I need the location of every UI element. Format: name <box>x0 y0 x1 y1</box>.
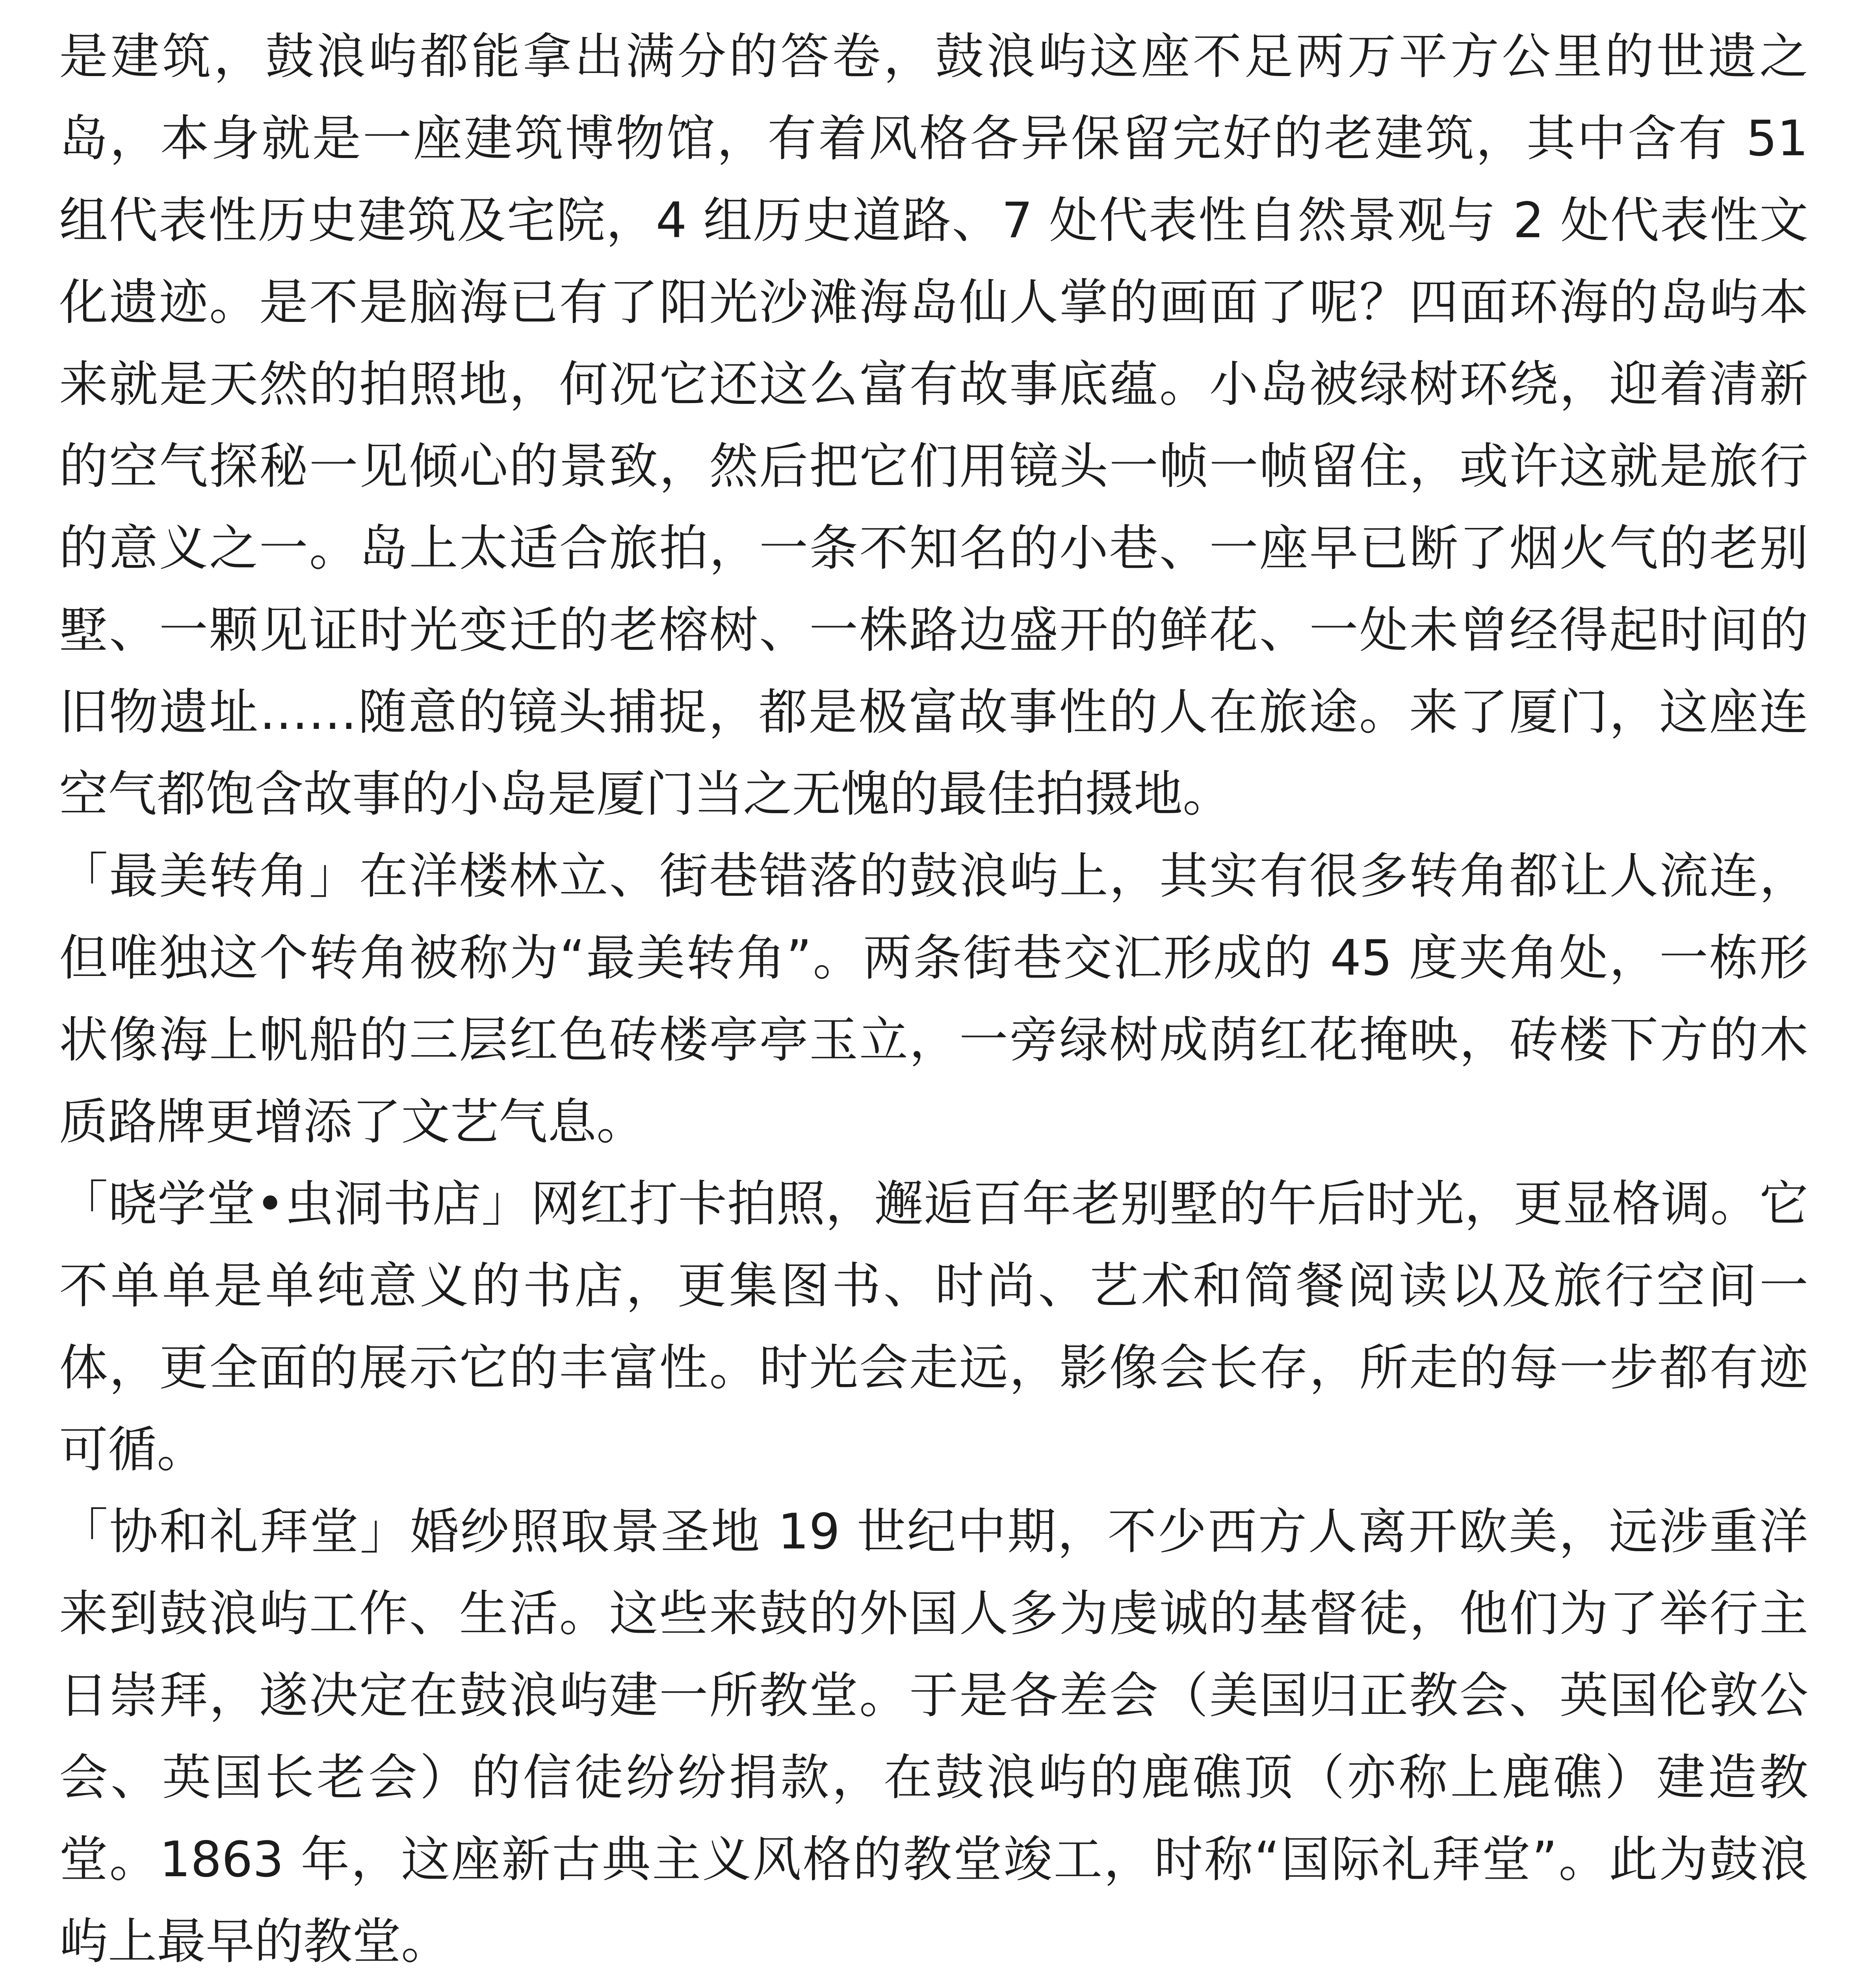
bookstore-paragraph: 「晓学堂•虫洞书店」网红打卡拍照，邂逅百年老别墅的午后时光，更显格调。它不单单是单纯意义的书店，更集图书、时尚、艺术和简餐阅读以及旅行空间一体，更全面的展示它的丰富性。时光会走远，影像会长存，所走的每一步都有迹可循。 <box>59 1176 1808 1478</box>
most-beautiful-corner-paragraph: 「最美转角」在洋楼林立、街巷错落的鼓浪屿上，其实有很多转角都让人流连，但唯独这个转角被称为“最美转角”。两条街巷交汇形成的 45 度夹角处，一栋形状像海上帆船的三层红色砖楼亭亭玉立，一旁绿树成荫红花掩映，砖楼下方的木质路牌更增添了文艺气息。 <box>59 848 1808 1150</box>
document-page <box>59 16 1808 1970</box>
union-church-paragraph: 「协和礼拜堂」婚纱照取景圣地 19 世纪中期，不少西方人离开欧美，远涉重洋来到鼓浪屿工作、生活。这些来鼓的外国人多为虔诚的基督徒，他们为了举行主日崇拜，遂决定在鼓浪屿建一所教堂。于是各差会（美国归正教会、英国伦敦公会、英国长老会）的信徒纷纷捐款，在鼓浪屿的鹿礁顶（亦称上鹿礁）建造教堂。1863 年，这座新古典主义风格的教堂竣工，时称“国际礼拜堂”。此为鼓浪屿上最早的教堂。 <box>59 1504 1808 1970</box>
intro-paragraph: 是建筑，鼓浪屿都能拿出满分的答卷，鼓浪屿这座不足两万平方公里的世遗之岛，本身就是一座建筑博物馆，有着风格各异保留完好的老建筑，其中含有 51 组代表性历史建筑及宅院，4 组历史道路、7 处代表性自然景观与 2 处代表性文化遗迹。是不是脑海已有了阳光沙滩海岛仙人掌的画面了呢？四面环海的岛屿本来就是天然的拍照地，何况它还这么富有故事底蕴。小岛被绿树环绕，迎着清新的空气探秘一见倾心的景致，然后把它们用镜头一帧一帧留住，或许这就是旅行的意义之一。岛上太适合旅拍，一条不知名的小巷、一座早已断了烟火气的老别墅、一颗见证时光变迁的老榕树、一株路边盛开的鲜花、一处未曾经得起时间的旧物遗址……随意的镜头捕捉，都是极富故事性的人在旅途。来了厦门，这座连空气都饱含故事的小岛是厦门当之无愧的最佳拍摄地。 <box>59 28 1808 823</box>
